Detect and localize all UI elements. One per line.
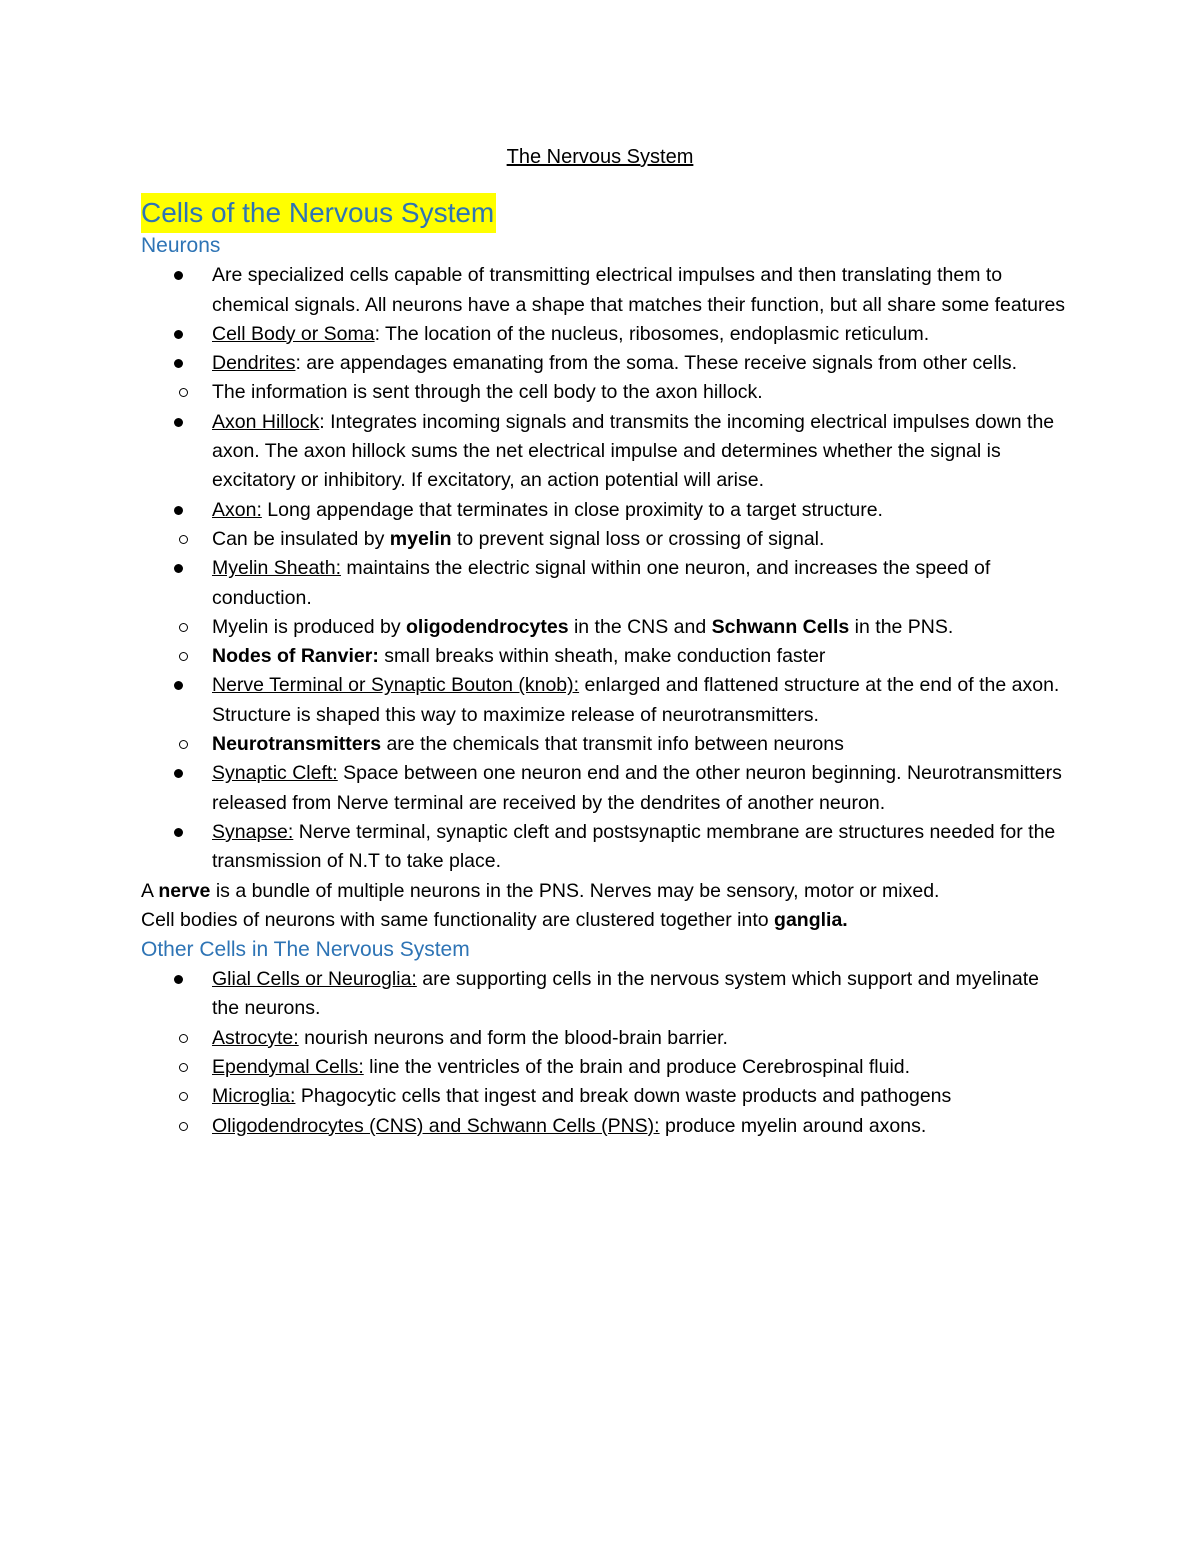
- bullet-icon: [174, 330, 183, 339]
- sub-item-term: Astrocyte:: [212, 1026, 299, 1049]
- circle-bullet-icon: [179, 1122, 188, 1131]
- sub-list-item: [141, 378, 1071, 407]
- paragraph-text: Cell bodies of neurons with same functionality are clustered together into: [141, 908, 775, 931]
- sub-item-text: Myelin is produced by: [212, 615, 407, 638]
- sub-list-item: [141, 642, 1071, 671]
- sub-item-text: in the PNS.: [849, 615, 954, 638]
- sub-item-term: Ependymal Cells:: [212, 1056, 364, 1079]
- bullet-icon: [174, 506, 183, 515]
- list-item: [141, 671, 1071, 730]
- circle-bullet-icon: [179, 623, 188, 632]
- item-term: Glial Cells or Neuroglia:: [212, 968, 417, 991]
- sub-list-item: [141, 1053, 1071, 1082]
- sub-item-text: line the ventricles of the brain and produce Cerebrospinal fluid.: [363, 1056, 911, 1079]
- sub-list-item: [141, 1112, 1071, 1141]
- item-text: : are appendages emanating from the soma. These receive signals from other cells.: [295, 352, 1017, 375]
- list-item: [141, 320, 1071, 349]
- list-item: [141, 408, 1071, 496]
- other-cells-list: [141, 965, 1071, 1141]
- list-item: [141, 261, 1071, 320]
- bullet-icon: [174, 359, 183, 368]
- subheading-other-cells: Other Cells in The Nervous System: [141, 938, 470, 962]
- sub-list-item: [141, 613, 1071, 642]
- nerve-paragraph-line-2: [141, 906, 1071, 935]
- list-item: [141, 554, 1071, 613]
- bold-term: myelin: [389, 527, 452, 550]
- sub-list-item: [141, 1024, 1071, 1053]
- circle-bullet-icon: [179, 1092, 188, 1101]
- item-text: enlarged and flattened structure at the end of the axon. Structure is shaped this way to maximize release of neurotransmitters.: [212, 674, 1060, 726]
- sub-list: [141, 730, 1071, 759]
- bold-term: Nodes of Ranvier:: [212, 645, 379, 668]
- bullet-icon: [174, 769, 183, 778]
- sub-list-container: [141, 730, 1071, 759]
- bold-term: oligodendrocytes: [406, 615, 569, 638]
- circle-bullet-icon: [179, 1034, 188, 1043]
- bullet-icon: [174, 564, 183, 573]
- bullet-icon: [174, 828, 183, 837]
- subheading-neurons: Neurons: [141, 234, 221, 258]
- sub-item-text: to prevent signal loss or crossing of signal.: [451, 527, 825, 550]
- item-term: Cell Body or Soma: [212, 322, 375, 345]
- bullet-icon: [174, 975, 183, 984]
- bold-term: Neurotransmitters: [212, 733, 382, 756]
- paragraph-text: A: [141, 879, 159, 902]
- list-item: [141, 759, 1071, 818]
- item-term: Nerve Terminal or Synaptic Bouton (knob):: [212, 674, 580, 697]
- bullet-icon: [174, 418, 183, 427]
- circle-bullet-icon: [179, 535, 188, 544]
- sub-list-item: [141, 730, 1071, 759]
- sub-list-container: [141, 613, 1071, 672]
- bullet-icon: [174, 681, 183, 690]
- item-term: Myelin Sheath:: [212, 557, 341, 580]
- bold-term: Schwann Cells: [711, 615, 850, 638]
- document-title: The Nervous System: [506, 146, 694, 168]
- item-term: Axon Hillock: [212, 410, 320, 433]
- circle-bullet-icon: [179, 652, 188, 661]
- sub-list-item: [141, 1082, 1071, 1111]
- bold-term: ganglia.: [774, 908, 848, 931]
- sub-list-item: [141, 525, 1071, 554]
- item-text: : Integrates incoming signals and transmits the incoming electrical impulses down the axon. The axon hillock sums the net electrical impulse and determines whether the signal is excitatory or inhibitory. If excitatory, an action potential will arise.: [212, 410, 1055, 492]
- sub-list-container: [141, 525, 1071, 554]
- item-text: are supporting cells in the nervous system which support and myelinate the neurons.: [212, 968, 1039, 1020]
- sub-item-text: in the CNS and: [568, 615, 712, 638]
- sub-list: [141, 613, 1071, 672]
- item-term: Synaptic Cleft:: [212, 762, 338, 785]
- section-heading-highlighted: Cells of the Nervous System: [141, 193, 496, 233]
- sub-list: [141, 378, 1071, 407]
- circle-bullet-icon: [179, 1063, 188, 1072]
- sub-item-text: Can be insulated by: [212, 527, 390, 550]
- sub-list-container: [141, 378, 1071, 407]
- neurons-list: [141, 261, 1071, 876]
- list-item: [141, 965, 1071, 1024]
- sub-list: [141, 525, 1071, 554]
- item-text: Are specialized cells capable of transmitting electrical impulses and then translating them to chemical signals. All neurons have a shape that matches their function, but all share some features: [212, 264, 1066, 316]
- bullet-icon: [174, 271, 183, 280]
- sub-item-text: Phagocytic cells that ingest and break down waste products and pathogens: [295, 1085, 952, 1108]
- item-text: Space between one neuron end and the other neuron beginning. Neurotransmitters released from Nerve terminal are received by the dendrites of another neuron.: [212, 762, 1062, 814]
- sub-list-container: [141, 1024, 1071, 1141]
- item-text: : The location of the nucleus, ribosomes, endoplasmic reticulum.: [374, 322, 930, 345]
- item-text: Long appendage that terminates in close proximity to a target structure.: [261, 498, 883, 521]
- sub-item-term: Oligodendrocytes (CNS) and Schwann Cells (PNS):: [212, 1114, 660, 1137]
- sub-item-text: produce myelin around axons.: [659, 1114, 927, 1137]
- sub-item-term: Microglia:: [212, 1085, 296, 1108]
- heading-cells-of-nervous-system: [141, 193, 1071, 231]
- paragraph-text: is a bundle of multiple neurons in the PNS. Nerves may be sensory, motor or mixed.: [210, 879, 940, 902]
- item-term: Axon:: [212, 498, 262, 521]
- item-text: Nerve terminal, synaptic cleft and postsynaptic membrane are structures needed for the transmission of N.T to take place.: [212, 820, 1056, 873]
- bold-term: nerve: [158, 879, 211, 902]
- sub-item-text: nourish neurons and form the blood-brain barrier.: [298, 1026, 728, 1049]
- circle-bullet-icon: [179, 388, 188, 397]
- list-item: [141, 349, 1071, 378]
- list-item: [141, 818, 1071, 877]
- sub-list: [141, 1024, 1071, 1141]
- list-item: [141, 496, 1071, 525]
- document-body: [141, 193, 1071, 1141]
- sub-item-text: small breaks within sheath, make conduction faster: [378, 645, 826, 668]
- nerve-paragraph-line-1: [141, 877, 1071, 906]
- circle-bullet-icon: [179, 740, 188, 749]
- sub-item-text: The information is sent through the cell body to the axon hillock.: [212, 381, 763, 404]
- item-text: maintains the electric signal within one neuron, and increases the speed of conduction.: [212, 557, 991, 609]
- sub-item-text: are the chemicals that transmit info between neurons: [381, 733, 844, 756]
- item-term: Synapse:: [212, 820, 294, 843]
- item-term: Dendrites: [212, 352, 296, 375]
